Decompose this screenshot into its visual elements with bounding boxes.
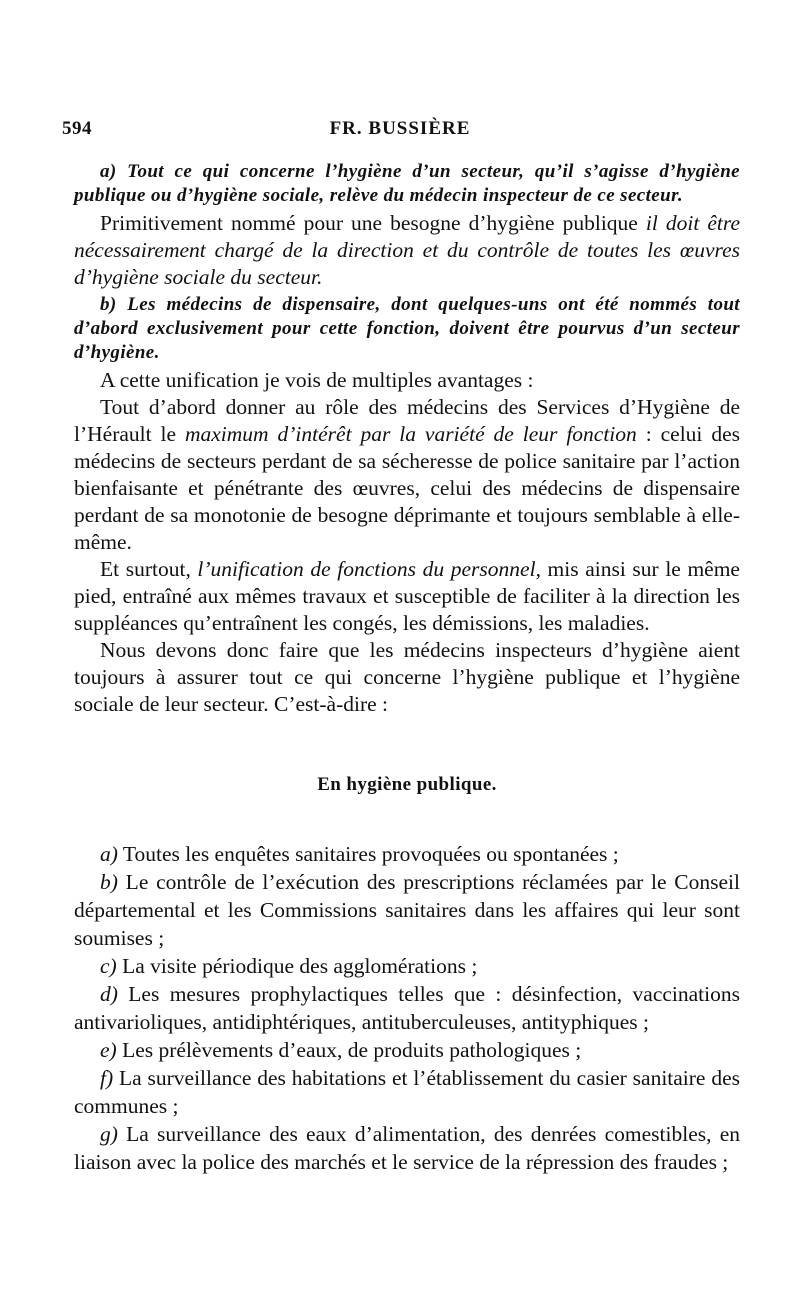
list-item-c-letter: c) bbox=[100, 954, 117, 978]
list-item-e-text: Les prélèvements d’eaux, de produits pathologiques ; bbox=[116, 1038, 582, 1062]
list-item-f-letter: f) bbox=[100, 1066, 114, 1090]
section-heading: En hygiène publique. bbox=[317, 774, 497, 795]
paragraph-tout-d-abord bbox=[74, 394, 740, 556]
list-item-e-letter: e) bbox=[100, 1038, 117, 1062]
list-item-a-text: Toutes les enquêtes sanitaires provoquées ou spontanées ; bbox=[117, 842, 619, 866]
page-header bbox=[62, 118, 738, 148]
list-item-d-letter: d) bbox=[100, 982, 118, 1006]
list-item-a-letter: a) bbox=[100, 842, 118, 866]
paragraph-tout-d-abord-end: : celui des médecins de secteurs perdant de sa sécheresse de police sanitaire par l’action bienfaisante et pénétrante des œuvres, celui des médecins de dispensaire perdant de sa monotonie de besogne déprimante et toujours semblable à elle-même. bbox=[74, 422, 740, 554]
paragraph-primitivement bbox=[74, 210, 740, 291]
running-title: FR. BUSSIÈRE bbox=[329, 118, 471, 139]
page-number: 594 bbox=[62, 118, 92, 139]
list-item-c bbox=[74, 952, 740, 980]
page-body bbox=[74, 160, 740, 1176]
paragraph-et-surtout-end: , mis ainsi sur le même pied, entraîné aux mêmes travaux et susceptible de faciliter à la direction les suppléances qu’entraînent les congés, les démissions, les maladies. bbox=[74, 557, 740, 635]
paragraph-primitivement-roman: Primitivement nommé pour une besogne d’hygiène publique bbox=[100, 211, 646, 235]
list-item-d-text: Les mesures prophylactiques telles que : désinfection, vaccinations antivarioliques, antidiphtériques, antituberculeuses, antityphiques ; bbox=[74, 982, 740, 1034]
list-item-c-text: La visite périodique des agglomérations ; bbox=[116, 954, 478, 978]
list-item-b-letter: b) bbox=[100, 870, 118, 894]
paragraph-et-surtout bbox=[74, 556, 740, 637]
paragraph-nous-devons: Nous devons donc faire que les médecins inspecteurs d’hygiène aient toujours à assurer tout ce qui concerne l’hygiène publique et l’hygiène sociale de leur secteur. C’est-à-dire : bbox=[74, 638, 740, 716]
paragraph-unification: A cette unification je vois de multiples avantages : bbox=[100, 368, 534, 392]
paragraph-a-hygiene-secteur: a) Tout ce qui concerne l’hygiène d’un secteur, qu’il s’agisse d’hygiène publique ou d’hygiène sociale, relève du médecin inspecteur de ce secteur. bbox=[74, 161, 740, 206]
list-item-a bbox=[74, 840, 740, 868]
list-item-g-text: La surveillance des eaux d’alimentation, des denrées comestibles, en liaison avec la police des marchés et le service de la répression des fraudes ; bbox=[74, 1122, 740, 1174]
list-item-f-text: La surveillance des habitations et l’établissement du casier sanitaire des communes ; bbox=[74, 1066, 740, 1118]
paragraph-et-surtout-italic: l’unification de fonctions du personnel bbox=[197, 557, 536, 581]
paragraph-tout-d-abord-start: Tout d’abord donner au rôle des médecins des Services d’Hygiène de l’Hérault le bbox=[74, 395, 740, 446]
list-item-b-text: Le contrôle de l’exécution des prescriptions réclamées par le Conseil départemental et les Commissions sanitaires dans les affaires qui leur sont soumises ; bbox=[74, 870, 740, 950]
list-item-d bbox=[74, 980, 740, 1036]
list-item-g bbox=[74, 1120, 740, 1176]
paragraph-b-medecins-dispensaire: b) Les médecins de dispensaire, dont quelques-uns ont été nommés tout d’abord exclusivement pour cette fonction, doivent être pourvus d’un secteur d’hygiène. bbox=[74, 294, 740, 363]
paragraph-et-surtout-start: Et surtout, bbox=[100, 557, 198, 581]
paragraph-tout-d-abord-italic: maximum d’intérêt par la variété de leur fonction bbox=[184, 422, 637, 446]
list-item-f bbox=[74, 1064, 740, 1120]
list-item-e bbox=[74, 1036, 740, 1064]
list-item-g-letter: g) bbox=[100, 1122, 118, 1146]
list-item-b bbox=[74, 868, 740, 952]
paragraph-primitivement-italic: il doit être nécessairement chargé de la direction et du contrôle de toutes les œuvres d’hygiène sociale du secteur. bbox=[74, 211, 740, 289]
